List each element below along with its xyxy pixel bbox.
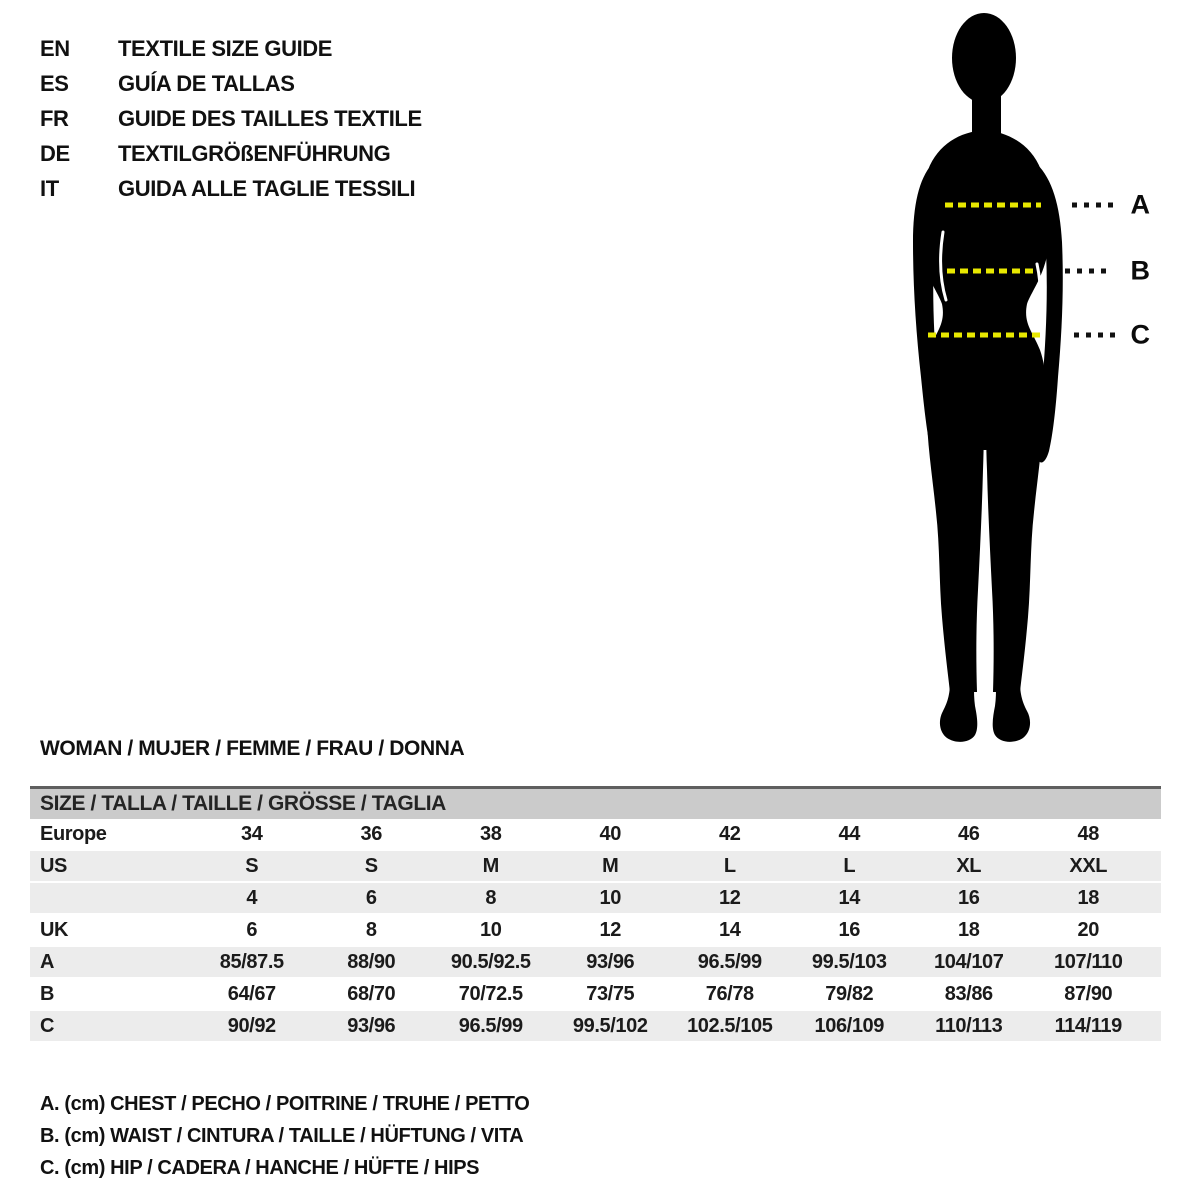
size-cell: 48	[1077, 823, 1099, 845]
row-label: B	[40, 983, 55, 1005]
size-cell: 90.5/92.5	[450, 951, 531, 973]
size-cell: 99.5/103	[811, 951, 887, 973]
size-cell: 73/75	[586, 983, 635, 1005]
lang-code: ES	[40, 71, 69, 96]
size-table	[30, 786, 1161, 1043]
row-label: UK	[40, 919, 69, 941]
size-cell: 96.5/99	[697, 951, 762, 973]
row-label: Europe	[40, 823, 107, 845]
size-cell: 38	[480, 823, 502, 845]
size-cell: 99.5/102	[572, 1015, 648, 1037]
size-cell: 36	[360, 823, 382, 845]
lang-title: GUIDA ALLE TAGLIE TESSILI	[118, 176, 416, 201]
row-label: US	[40, 855, 67, 877]
size-cell: S	[364, 855, 378, 877]
size-cell: 64/67	[227, 983, 276, 1005]
legend-chest: A. (cm) CHEST / PECHO / POITRINE / TRUHE / PETTO	[40, 1093, 530, 1115]
size-cell: 90/92	[227, 1015, 276, 1037]
marker-label-a: A	[1130, 189, 1150, 220]
lang-title: TEXTILGRÖßENFÜHRUNG	[118, 141, 391, 166]
size-cell: 104/107	[934, 951, 1004, 973]
table-row-hip-c	[30, 1011, 1161, 1043]
size-cell: 114/119	[1054, 1015, 1122, 1037]
lang-title: GUIDE DES TAILLES TEXTILE	[118, 106, 422, 131]
size-cell: 87/90	[1064, 983, 1113, 1005]
size-cell: 110/113	[935, 1015, 1003, 1037]
size-cell: 8	[485, 887, 497, 909]
size-table-header: SIZE / TALLA / TAILLE / GRÖSSE / TAGLIA	[30, 786, 1161, 819]
size-cell: 70/72.5	[458, 983, 523, 1005]
size-cell: XL	[956, 855, 982, 877]
size-cell: M	[482, 855, 499, 877]
size-cell: 85/87.5	[219, 951, 284, 973]
lang-row-it	[40, 171, 422, 206]
size-cell: 93/96	[586, 951, 635, 973]
size-cell: 44	[838, 823, 860, 845]
table-row-europe	[30, 819, 1161, 851]
size-cell: 18	[958, 919, 980, 941]
size-cell: 16	[958, 887, 980, 909]
size-cell: 10	[599, 887, 621, 909]
lang-code: IT	[40, 176, 59, 201]
marker-label-b: B	[1130, 255, 1150, 286]
measurement-legend	[40, 1088, 529, 1184]
size-cell: L	[723, 855, 736, 877]
size-cell: 6	[365, 887, 377, 909]
lang-code: FR	[40, 106, 69, 131]
lang-row-es	[40, 66, 422, 101]
table-row-chest-a	[30, 947, 1161, 979]
size-cell: 102.5/105	[687, 1015, 773, 1037]
size-cell: 106/109	[814, 1015, 884, 1037]
language-title-list	[40, 31, 422, 206]
size-cell: 18	[1077, 887, 1099, 909]
size-cell: 4	[246, 887, 258, 909]
section-title-woman: WOMAN / MUJER / FEMME / FRAU / DONNA	[40, 737, 465, 760]
size-cell: 88/90	[347, 951, 396, 973]
row-label: C	[40, 1015, 55, 1037]
table-row-uk	[30, 915, 1161, 947]
size-cell: 8	[365, 919, 377, 941]
size-cell: 20	[1077, 919, 1099, 941]
lang-title: GUÍA DE TALLAS	[118, 71, 295, 96]
measurement-figure	[880, 0, 1200, 760]
table-row-us	[30, 851, 1161, 883]
lang-title: TEXTILE SIZE GUIDE	[118, 36, 333, 61]
table-row-us-numeric	[30, 883, 1161, 915]
legend-waist: B. (cm) WAIST / CINTURA / TAILLE / HÜFTUNG / VITA	[40, 1125, 524, 1147]
size-cell: 12	[599, 919, 621, 941]
size-cell: 46	[958, 823, 980, 845]
size-cell: 79/82	[825, 983, 874, 1005]
size-cell: XXL	[1069, 855, 1108, 877]
lang-code: EN	[40, 36, 70, 61]
size-cell: 10	[480, 919, 502, 941]
marker-label-c: C	[1130, 319, 1150, 350]
size-cell: 107/110	[1054, 951, 1123, 973]
row-label: A	[40, 951, 55, 973]
size-cell: 76/78	[705, 983, 754, 1005]
size-cell: 14	[719, 919, 741, 941]
lang-code: DE	[40, 141, 70, 166]
row-label	[30, 883, 192, 913]
size-cell: 40	[599, 823, 621, 845]
size-cell: M	[602, 855, 619, 877]
size-cell: 16	[838, 919, 860, 941]
size-cell: 12	[719, 887, 741, 909]
legend-hip: C. (cm) HIP / CADERA / HANCHE / HÜFTE / HIPS	[40, 1157, 480, 1179]
lang-row-fr	[40, 101, 422, 136]
size-cell: L	[843, 855, 856, 877]
size-cell: S	[245, 855, 259, 877]
size-cell: 6	[246, 919, 258, 941]
lang-row-de	[40, 136, 422, 171]
size-cell: 34	[241, 823, 263, 845]
size-cell: 68/70	[347, 983, 396, 1005]
size-cell: 42	[719, 823, 741, 845]
woman-silhouette-graphic	[880, 0, 1200, 760]
size-cell: 96.5/99	[458, 1015, 523, 1037]
size-cell: 14	[838, 887, 860, 909]
size-cell: 83/86	[944, 983, 993, 1005]
table-row-waist-b	[30, 979, 1161, 1011]
lang-row-en	[40, 31, 422, 66]
size-cell: 93/96	[347, 1015, 396, 1037]
